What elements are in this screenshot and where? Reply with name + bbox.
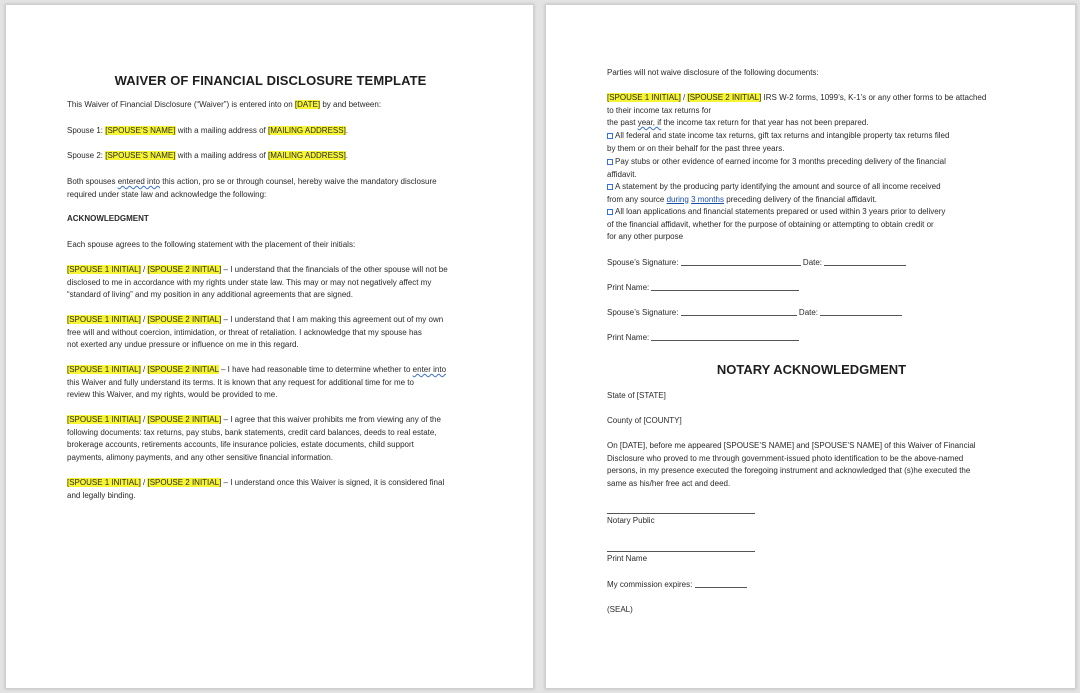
- spouse2-line: [67, 150, 348, 163]
- item-text: – I understand once this Waiver is signed, it is considered final: [221, 478, 445, 487]
- slash: /: [680, 93, 688, 102]
- item-text: the past: [607, 118, 638, 128]
- disclosure-item-3: [607, 156, 946, 181]
- notary-signature-field[interactable]: [607, 513, 755, 514]
- item-text: for any other purpose: [607, 232, 684, 242]
- spouse1-initial-placeholder: [SPOUSE 1 INITIAL]: [67, 365, 141, 374]
- commission-line: [607, 579, 747, 592]
- spouse1-label: Spouse 1:: [67, 126, 106, 135]
- item-text: by them or on their behalf for the past three years.: [607, 143, 785, 153]
- both-spouses-paragraph: [67, 176, 437, 201]
- document-page-2: [545, 4, 1076, 689]
- item-text: affidavit.: [607, 169, 637, 179]
- item-text: – I agree that this waiver prohibits me from viewing any of the: [221, 415, 441, 424]
- notary-public-label: Notary Public: [607, 516, 655, 525]
- print-name-label: Print Name: [607, 554, 648, 563]
- both-text-b: entered into: [117, 177, 160, 186]
- document-title: WAIVER OF FINANCIAL DISCLOSURE TEMPLATE: [114, 73, 427, 88]
- intro-text-end: by and between:: [320, 100, 382, 109]
- item-text: Pay stubs or other evidence of earned income for 3 months preceding delivery of the financial: [615, 157, 946, 166]
- notary-print-name-field[interactable]: [607, 551, 755, 552]
- print-name-label: Print Name:: [607, 333, 652, 342]
- disclosure-item-4: [607, 181, 941, 206]
- checkbox-icon[interactable]: [607, 159, 613, 165]
- checkbox-icon[interactable]: [607, 184, 613, 190]
- spouse-signature-line-2: [607, 307, 902, 320]
- document-page-1: [5, 4, 534, 689]
- spouse2-name-placeholder: [SPOUSE’S NAME]: [105, 151, 176, 160]
- signature-label: Spouse’s Signature:: [607, 308, 681, 317]
- acknowledgment-heading: ACKNOWLEDGMENT: [67, 214, 149, 223]
- signature-label: Spouse’s Signature:: [607, 258, 681, 267]
- spouse1-initial-placeholder: [SPOUSE 1 INITIAL]: [67, 415, 141, 424]
- print-name-field[interactable]: [651, 332, 799, 341]
- county-line: County of [COUNTY]: [607, 416, 682, 425]
- item-text: and legally binding.: [67, 490, 136, 500]
- notary-title: NOTARY ACKNOWLEDGMENT: [716, 362, 907, 377]
- item-text: A statement by the producing party identifying the amount and source of all income received: [615, 182, 941, 191]
- item-text: review this Waiver, and my rights, would be provided to me.: [67, 390, 278, 400]
- spouse1-name-placeholder: [SPOUSE’S NAME]: [105, 126, 176, 135]
- notary-text: On [DATE], before me appeared [SPOUSE’S NAME] and [SPOUSE’S NAME] of this Waiver of Financial: [607, 441, 976, 450]
- signature-field[interactable]: [681, 257, 801, 266]
- item-text: – I understand that I am making this agreement out of my own: [221, 315, 444, 324]
- item-text: – I have had reasonable time to determine whether to: [218, 365, 413, 374]
- spouse2-initial-placeholder: [SPOUSE 2 INITIAL]: [147, 415, 222, 424]
- disclosure-item-2: [607, 130, 949, 155]
- print-name-field[interactable]: [651, 282, 799, 291]
- state-line: State of [STATE]: [607, 391, 666, 400]
- spouse1-line: [67, 125, 348, 138]
- both-text-c: this action, pro se or through counsel, hereby waive the mandatory disclosure: [159, 177, 437, 186]
- item-text-underlined: during: [666, 194, 689, 204]
- spouse-signature-line-1: [607, 257, 906, 270]
- spouse1-initial-placeholder: [SPOUSE 1 INITIAL]: [67, 315, 141, 324]
- item-text-underlined: 3 months: [691, 194, 724, 204]
- both-text-a: Both spouses: [67, 177, 118, 186]
- notary-text: persons, in my presence executed the foregoing instrument and acknowledged that (s)he executed the: [607, 466, 971, 476]
- spouse2-label: Spouse 2:: [67, 151, 106, 160]
- acknowledgment-item-5: [67, 477, 444, 502]
- seal-label: (SEAL): [607, 605, 633, 614]
- item-text: to their income tax returns for: [607, 105, 712, 115]
- signature-field[interactable]: [681, 307, 797, 316]
- item-text: from any source: [607, 194, 667, 204]
- item-text: this Waiver and fully understand its terms. It is known that any request for additional time for me to: [67, 377, 414, 387]
- item-text-underlined: year, if: [637, 118, 662, 128]
- spouse1-initial-placeholder: [SPOUSE 1 INITIAL]: [607, 93, 681, 102]
- disclosure-item-1: [607, 92, 986, 130]
- item-text: not exerted any undue pressure or influence on me in this regard.: [67, 340, 299, 350]
- intro-paragraph: [67, 99, 381, 112]
- item-text: free will and without coercion, intimidation, or threat of retaliation. I acknowledge that my spouse has: [67, 327, 422, 337]
- slash: /: [140, 478, 148, 487]
- commission-field[interactable]: [695, 579, 747, 588]
- item-text: payments, alimony payments, and any other sensitive financial information.: [67, 452, 333, 462]
- spouse2-end: .: [345, 151, 349, 160]
- spouse2-initial-placeholder: [SPOUSE 2 INITIAL]: [147, 315, 222, 324]
- spouse2-mid-text: with a mailing address of: [175, 151, 268, 160]
- spouse1-address-placeholder: [MAILING ADDRESS]: [268, 126, 346, 135]
- slash: /: [140, 365, 148, 374]
- checkbox-icon[interactable]: [607, 209, 613, 215]
- date-label: Date:: [800, 258, 825, 267]
- notary-paragraph: [607, 440, 976, 490]
- date-field[interactable]: [820, 307, 902, 316]
- spouse1-end: .: [345, 126, 349, 135]
- item-text: disclosed to me in accordance with my rights under state law. This may or may not negatively affect my: [67, 277, 432, 287]
- slash: /: [140, 415, 148, 424]
- item-text: All federal and state income tax returns, gift tax returns and intangible property tax returns filed: [615, 131, 950, 140]
- item-text: of the financial affidavit, whether for the purpose of obtaining or attempting to obtain credit or: [607, 219, 934, 229]
- item-text: All loan applications and financial statements prepared or used within 3 years prior to delivery: [615, 207, 946, 216]
- acknowledgment-item-4: [67, 414, 441, 464]
- item-text: brokerage accounts, retirements accounts, life insurance policies, estate documents, child support: [67, 440, 414, 450]
- spouse1-mid-text: with a mailing address of: [175, 126, 268, 135]
- spouse1-initial-placeholder: [SPOUSE 1 INITIAL]: [67, 265, 141, 274]
- print-name-label: Print Name:: [607, 283, 652, 292]
- intro-text: This Waiver of Financial Disclosure (“Waiver”) is entered into on: [67, 100, 295, 109]
- item-text: following documents: tax returns, pay stubs, bank statements, credit card balances, deeds to real estate,: [67, 427, 437, 437]
- slash: /: [140, 265, 148, 274]
- spouse2-initial-placeholder: [SPOUSE 2 INITIAL]: [687, 93, 762, 102]
- parties-text: Parties will not waive disclosure of the following documents:: [607, 68, 819, 77]
- print-name-line-1: [607, 282, 799, 295]
- spouse2-initial-placeholder: [SPOUSE 2 INITIAL: [147, 365, 219, 374]
- item-text: the income tax return for that year has not been prepared.: [661, 118, 869, 128]
- item-text: – I understand that the financials of the other spouse will not be: [221, 265, 448, 274]
- slash: /: [140, 315, 148, 324]
- print-name-line-2: [607, 332, 799, 345]
- acknowledgment-item-2: [67, 314, 443, 352]
- notary-text: same as his/her free act and deed.: [607, 478, 731, 488]
- commission-label: My commission expires:: [607, 580, 695, 589]
- disclosure-item-5: [607, 206, 945, 244]
- spouse1-initial-placeholder: [SPOUSE 1 INITIAL]: [67, 478, 141, 487]
- item-text-underlined: enter into: [412, 365, 447, 374]
- date-label: Date:: [796, 308, 821, 317]
- acknowledgment-item-3: [67, 364, 446, 402]
- each-spouse-text: Each spouse agrees to the following statement with the placement of their initials:: [67, 240, 356, 249]
- spouse2-address-placeholder: [MAILING ADDRESS]: [268, 151, 346, 160]
- item-text: IRS W-2 forms, 1099’s, K-1’s or any other forms to be attached: [761, 93, 987, 102]
- spouse2-initial-placeholder: [SPOUSE 2 INITIAL]: [147, 265, 222, 274]
- date-placeholder: [DATE]: [294, 100, 321, 109]
- notary-text: Disclosure who proved to me through government-issued photo identification to be the above-named: [607, 453, 964, 463]
- checkbox-icon[interactable]: [607, 133, 613, 139]
- both-text-line2: required under state law and acknowledge the following:: [67, 189, 267, 199]
- acknowledgment-item-1: [67, 264, 448, 302]
- item-text: “standard of living” and my position in any additional agreements that are signed.: [67, 290, 353, 300]
- item-text: preceding delivery of the financial affidavit.: [723, 194, 877, 204]
- spouse2-initial-placeholder: [SPOUSE 2 INITIAL]: [147, 478, 222, 487]
- date-field[interactable]: [824, 257, 906, 266]
